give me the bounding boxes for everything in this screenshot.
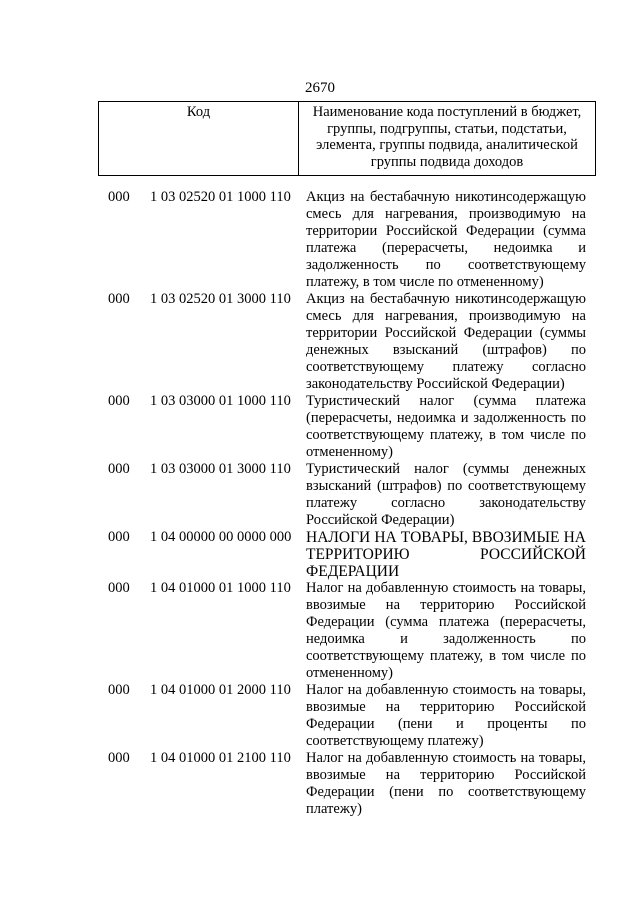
row-income-name: Туристический налог (суммы денежных взысканий (штрафов) по соответствующему платежу согласно законодательству Российской Федерации) [306, 461, 586, 528]
row-admin-code: 000 [108, 580, 130, 596]
row-income-code: 1 03 03000 01 1000 110 [150, 393, 291, 409]
row-admin-code: 000 [108, 189, 130, 205]
table-header [98, 101, 596, 176]
row-income-code: 1 03 02520 01 3000 110 [150, 291, 291, 307]
table-body [0, 189, 640, 818]
row-income-name: Акциз на бестабачную никотинсодержащую смесь для нагревания, производимую на территории Российской Федерации (суммы денежных взысканий (штрафов) по соответствующему платежу согласно законодательству Российской Федерации) [306, 291, 586, 392]
header-name-column: Наименование кода поступлений в бюджет, группы, подгруппы, статьи, подстатьи, элемента, группы подвида, аналитической группы подвида доходов [312, 104, 582, 170]
row-admin-code: 000 [108, 393, 130, 409]
table-row [0, 291, 640, 393]
table-row [0, 393, 640, 461]
row-income-code: 1 04 01000 01 2000 110 [150, 682, 291, 698]
table-row [0, 682, 640, 750]
row-income-name: Туристический налог (сумма платежа (перерасчеты, недоимка и задолженность по соответствующему платежу, в том числе по отмененному) [306, 393, 586, 460]
row-admin-code: 000 [108, 682, 130, 698]
page-number: 2670 [305, 80, 335, 96]
row-income-code: 1 03 03000 01 3000 110 [150, 461, 291, 477]
row-admin-code: 000 [108, 529, 130, 545]
table-row [0, 750, 640, 818]
row-admin-code: 000 [108, 291, 130, 307]
row-income-code: 1 04 00000 00 0000 000 [150, 529, 292, 545]
row-income-name: Акциз на бестабачную никотинсодержащую смесь для нагревания, производимую на территории Российской Федерации (сумма платежа (перерасчеты, недоимка и задолженность по соответствующему платежу, в том числе по отмененному) [306, 189, 586, 290]
row-income-code: 1 03 02520 01 1000 110 [150, 189, 291, 205]
row-admin-code: 000 [108, 750, 130, 766]
row-income-code: 1 04 01000 01 1000 110 [150, 580, 291, 596]
table-row [0, 189, 640, 291]
row-income-name: НАЛОГИ НА ТОВАРЫ, ВВОЗИМЫЕ НА ТЕРРИТОРИЮ РОССИЙСКОЙ ФЕДЕРАЦИИ [306, 529, 586, 580]
row-income-code: 1 04 01000 01 2100 110 [150, 750, 291, 766]
table-row [0, 529, 640, 580]
row-income-name: Налог на добавленную стоимость на товары, ввозимые на территорию Российской Федерации (пени и проценты по соответствующему платежу) [306, 682, 586, 749]
row-income-name: Налог на добавленную стоимость на товары, ввозимые на территорию Российской Федерации (сумма платежа (перерасчеты, недоимка и задолженность по соответствующему платежу, в том числе по отмененному) [306, 580, 586, 681]
table-row [0, 461, 640, 529]
table-row [0, 580, 640, 682]
row-income-name: Налог на добавленную стоимость на товары, ввозимые на территорию Российской Федерации (пени по соответствующему платежу) [306, 750, 586, 817]
row-admin-code: 000 [108, 461, 130, 477]
header-code-column: Код [99, 102, 299, 175]
